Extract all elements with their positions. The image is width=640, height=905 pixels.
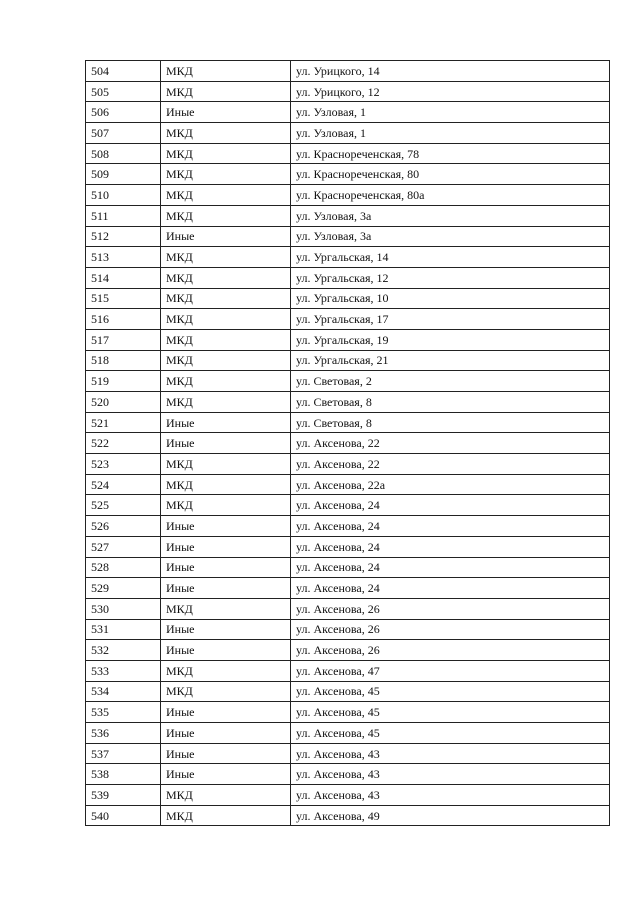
table-row — [86, 536, 610, 557]
object-type-cell: МКД — [161, 164, 291, 185]
object-type-cell: Иные — [161, 433, 291, 454]
address-cell: ул. Аксенова, 43 — [291, 764, 610, 785]
object-type-cell: МКД — [161, 660, 291, 681]
object-type-cell: МКД — [161, 61, 291, 82]
row-number-cell: 521 — [86, 412, 161, 433]
table-row — [86, 350, 610, 371]
object-type-cell: Иные — [161, 578, 291, 599]
address-cell: ул. Урицкого, 12 — [291, 81, 610, 102]
table-row — [86, 640, 610, 661]
object-type-cell: МКД — [161, 247, 291, 268]
row-number-cell: 510 — [86, 185, 161, 206]
address-cell: ул. Аксенова, 24 — [291, 557, 610, 578]
address-cell: ул. Узловая, 3а — [291, 226, 610, 247]
address-cell: ул. Аксенова, 43 — [291, 785, 610, 806]
row-number-cell: 523 — [86, 454, 161, 475]
table-row — [86, 123, 610, 144]
address-cell: ул. Аксенова, 26 — [291, 598, 610, 619]
row-number-cell: 507 — [86, 123, 161, 144]
object-type-cell: Иные — [161, 619, 291, 640]
table-row — [86, 371, 610, 392]
table-row — [86, 392, 610, 413]
object-type-cell: МКД — [161, 598, 291, 619]
address-cell: ул. Краснореченская, 80а — [291, 185, 610, 206]
table-row — [86, 743, 610, 764]
row-number-cell: 505 — [86, 81, 161, 102]
object-type-cell: Иные — [161, 743, 291, 764]
table-row — [86, 205, 610, 226]
table-row — [86, 102, 610, 123]
row-number-cell: 516 — [86, 309, 161, 330]
row-number-cell: 512 — [86, 226, 161, 247]
address-cell: ул. Аксенова, 24 — [291, 495, 610, 516]
address-cell: ул. Аксенова, 22 — [291, 454, 610, 475]
object-type-cell: МКД — [161, 785, 291, 806]
table-row — [86, 681, 610, 702]
table-row — [86, 267, 610, 288]
address-cell: ул. Световая, 8 — [291, 392, 610, 413]
row-number-cell: 538 — [86, 764, 161, 785]
object-type-cell: МКД — [161, 681, 291, 702]
address-cell: ул. Аксенова, 24 — [291, 578, 610, 599]
object-type-cell: МКД — [161, 371, 291, 392]
address-cell: ул. Световая, 8 — [291, 412, 610, 433]
row-number-cell: 539 — [86, 785, 161, 806]
table-row — [86, 164, 610, 185]
object-type-cell: Иные — [161, 764, 291, 785]
table-row — [86, 495, 610, 516]
table-row — [86, 702, 610, 723]
object-type-cell: МКД — [161, 805, 291, 826]
object-type-cell: Иные — [161, 702, 291, 723]
object-type-cell: МКД — [161, 267, 291, 288]
row-number-cell: 530 — [86, 598, 161, 619]
table-row — [86, 61, 610, 82]
address-cell: ул. Аксенова, 47 — [291, 660, 610, 681]
row-number-cell: 536 — [86, 723, 161, 744]
table-row — [86, 578, 610, 599]
address-cell: ул. Ургальская, 10 — [291, 288, 610, 309]
object-type-cell: МКД — [161, 143, 291, 164]
address-table — [85, 60, 610, 826]
row-number-cell: 531 — [86, 619, 161, 640]
row-number-cell: 509 — [86, 164, 161, 185]
row-number-cell: 514 — [86, 267, 161, 288]
address-cell: ул. Узловая, 1 — [291, 102, 610, 123]
table-row — [86, 81, 610, 102]
object-type-cell: МКД — [161, 329, 291, 350]
address-cell: ул. Аксенова, 45 — [291, 723, 610, 744]
row-number-cell: 534 — [86, 681, 161, 702]
object-type-cell: МКД — [161, 123, 291, 144]
object-type-cell: МКД — [161, 495, 291, 516]
address-cell: ул. Узловая, 3а — [291, 205, 610, 226]
object-type-cell: МКД — [161, 288, 291, 309]
object-type-cell: Иные — [161, 516, 291, 537]
row-number-cell: 504 — [86, 61, 161, 82]
table-row — [86, 598, 610, 619]
row-number-cell: 506 — [86, 102, 161, 123]
row-number-cell: 533 — [86, 660, 161, 681]
row-number-cell: 535 — [86, 702, 161, 723]
address-table-body — [86, 61, 610, 826]
object-type-cell: МКД — [161, 454, 291, 475]
table-row — [86, 785, 610, 806]
table-row — [86, 764, 610, 785]
object-type-cell: МКД — [161, 474, 291, 495]
table-row — [86, 185, 610, 206]
row-number-cell: 515 — [86, 288, 161, 309]
object-type-cell: МКД — [161, 185, 291, 206]
object-type-cell: Иные — [161, 226, 291, 247]
object-type-cell: МКД — [161, 350, 291, 371]
row-number-cell: 508 — [86, 143, 161, 164]
row-number-cell: 511 — [86, 205, 161, 226]
row-number-cell: 529 — [86, 578, 161, 599]
row-number-cell: 518 — [86, 350, 161, 371]
address-cell: ул. Аксенова, 49 — [291, 805, 610, 826]
address-cell: ул. Аксенова, 26 — [291, 619, 610, 640]
table-row — [86, 247, 610, 268]
address-cell: ул. Аксенова, 24 — [291, 516, 610, 537]
table-row — [86, 143, 610, 164]
table-row — [86, 412, 610, 433]
table-row — [86, 474, 610, 495]
table-row — [86, 660, 610, 681]
object-type-cell: Иные — [161, 723, 291, 744]
address-cell: ул. Ургальская, 12 — [291, 267, 610, 288]
table-row — [86, 805, 610, 826]
table-row — [86, 433, 610, 454]
table-row — [86, 454, 610, 475]
table-row — [86, 723, 610, 744]
address-cell: ул. Ургальская, 19 — [291, 329, 610, 350]
object-type-cell: МКД — [161, 81, 291, 102]
table-row — [86, 288, 610, 309]
object-type-cell: Иные — [161, 640, 291, 661]
address-cell: ул. Световая, 2 — [291, 371, 610, 392]
address-cell: ул. Краснореченская, 78 — [291, 143, 610, 164]
object-type-cell: МКД — [161, 205, 291, 226]
table-row — [86, 516, 610, 537]
address-cell: ул. Урицкого, 14 — [291, 61, 610, 82]
row-number-cell: 519 — [86, 371, 161, 392]
row-number-cell: 526 — [86, 516, 161, 537]
row-number-cell: 522 — [86, 433, 161, 454]
address-cell: ул. Ургальская, 14 — [291, 247, 610, 268]
address-cell: ул. Аксенова, 43 — [291, 743, 610, 764]
table-row — [86, 619, 610, 640]
row-number-cell: 532 — [86, 640, 161, 661]
object-type-cell: Иные — [161, 557, 291, 578]
row-number-cell: 520 — [86, 392, 161, 413]
object-type-cell: Иные — [161, 536, 291, 557]
address-cell: ул. Краснореченская, 80 — [291, 164, 610, 185]
object-type-cell: Иные — [161, 412, 291, 433]
row-number-cell: 524 — [86, 474, 161, 495]
address-cell: ул. Аксенова, 45 — [291, 681, 610, 702]
address-cell: ул. Аксенова, 24 — [291, 536, 610, 557]
row-number-cell: 525 — [86, 495, 161, 516]
address-cell: ул. Узловая, 1 — [291, 123, 610, 144]
address-cell: ул. Аксенова, 22 — [291, 433, 610, 454]
row-number-cell: 540 — [86, 805, 161, 826]
row-number-cell: 513 — [86, 247, 161, 268]
table-row — [86, 557, 610, 578]
row-number-cell: 537 — [86, 743, 161, 764]
address-cell: ул. Ургальская, 21 — [291, 350, 610, 371]
row-number-cell: 527 — [86, 536, 161, 557]
address-cell: ул. Аксенова, 26 — [291, 640, 610, 661]
table-row — [86, 226, 610, 247]
row-number-cell: 528 — [86, 557, 161, 578]
object-type-cell: Иные — [161, 102, 291, 123]
table-row — [86, 309, 610, 330]
address-cell: ул. Аксенова, 22а — [291, 474, 610, 495]
table-row — [86, 329, 610, 350]
object-type-cell: МКД — [161, 392, 291, 413]
row-number-cell: 517 — [86, 329, 161, 350]
address-cell: ул. Ургальская, 17 — [291, 309, 610, 330]
object-type-cell: МКД — [161, 309, 291, 330]
address-cell: ул. Аксенова, 45 — [291, 702, 610, 723]
